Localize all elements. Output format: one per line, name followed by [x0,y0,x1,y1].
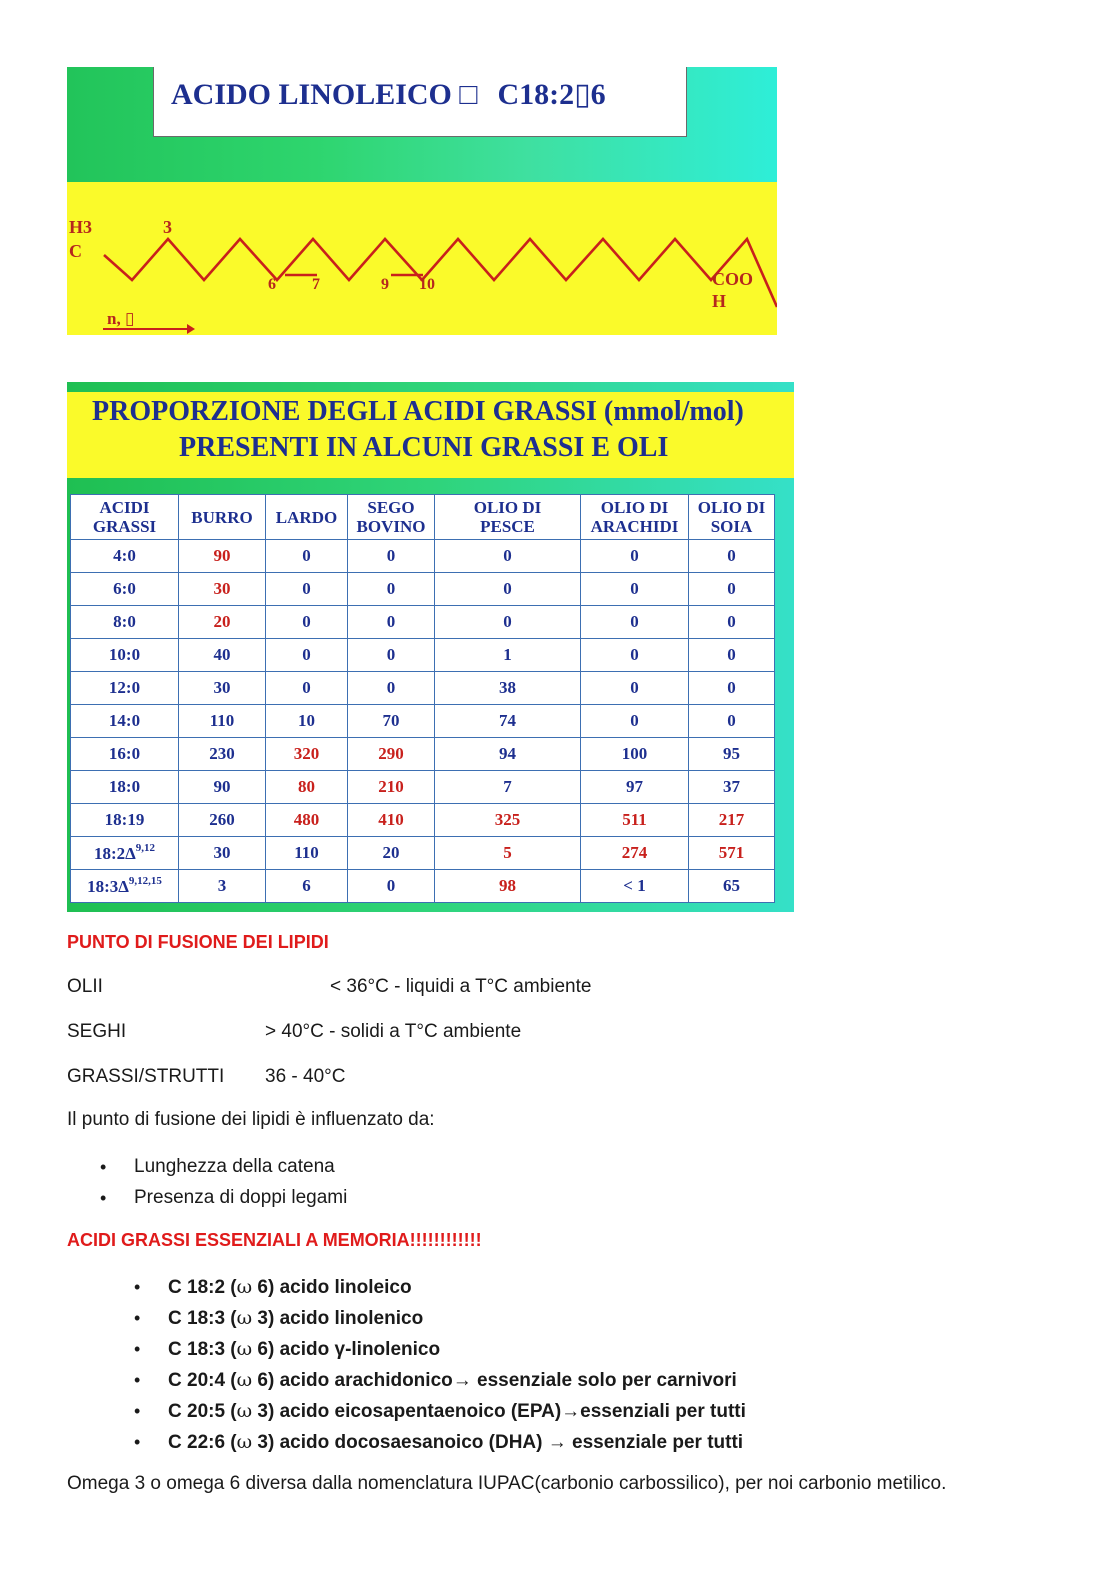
table-row [71,804,775,837]
cell-acid: $18:2\Delta^{9,12}$ [71,837,179,870]
cell-olio-arachidi: 274 [581,837,689,870]
cell-sego-bovino: 0 [348,639,435,672]
header-olio-arachidi: OLIO DI ARACHIDI [581,495,689,540]
cell-olio-soia: 0 [689,606,775,639]
tallow-label: SEGHI [67,1021,127,1042]
cell-lardo: 6 [266,870,348,903]
cell-acid: 12:0 [71,672,179,705]
cell-sego-bovino: 290 [348,738,435,771]
cell-lardo: 10 [266,705,348,738]
cell-sego-bovino: 210 [348,771,435,804]
header-burro: BURRO [179,495,266,540]
cell-acid: 16:0 [71,738,179,771]
cell-burro: 40 [179,639,266,672]
cell-olio-pesce: 94 [435,738,581,771]
label-ch3-h3: H3 [69,217,93,237]
linoleic-acid-figure [67,67,777,335]
list-item: • C 20:5 (ω 3) acido eicosapentaenoico (EPA)→essenziali per tutti [134,1399,746,1430]
list-item: • C 18:2 (ω 6) acido linoleico [134,1275,746,1306]
cell-burro: 30 [179,573,266,606]
cell-olio-arachidi: 0 [581,639,689,672]
cell-olio-pesce: 7 [435,771,581,804]
cell-lardo: 320 [266,738,348,771]
table-title-line1: PROPORZIONE DEGLI ACIDI GRASSI (mmol/mol) [92,396,744,427]
cell-olio-pesce: 5 [435,837,581,870]
cell-lardo: 0 [266,573,348,606]
fats-value: 36 - 40°C [265,1066,346,1087]
cell-olio-soia: 0 [689,573,775,606]
cell-olio-soia: 95 [689,738,775,771]
omega-arrow-head [187,324,195,334]
cell-sego-bovino: 410 [348,804,435,837]
cell-sego-bovino: 0 [348,540,435,573]
header-lardo: LARDO [266,495,348,540]
oils-label: OLII [67,976,103,997]
cell-sego-bovino: 0 [348,573,435,606]
omega-footer-text: Omega 3 o omega 6 diversa dalla nomenclatura IUPAC(carbonio carbossilico), per noi carbonio metilico. [67,1473,947,1494]
label-carbon-7: 7 [312,276,320,293]
cell-burro: 30 [179,672,266,705]
cell-olio-arachidi: 100 [581,738,689,771]
table-row [71,738,775,771]
essential-fatty-acids-list [134,1275,746,1461]
carbon-chain-diagram [67,67,777,335]
list-item: • Lunghezza della catena [100,1155,347,1186]
cell-olio-arachidi: 97 [581,771,689,804]
cell-olio-soia: 0 [689,705,775,738]
carbon-chain [104,239,777,307]
header-olio-pesce: OLIO DI PESCE [435,495,581,540]
table-row [71,639,775,672]
cell-olio-soia: 0 [689,672,775,705]
cell-burro: 20 [179,606,266,639]
label-cooh-coo: COO [712,269,754,289]
cell-olio-arachidi: 511 [581,804,689,837]
cell-olio-soia: 217 [689,804,775,837]
fatty-acid-table-figure [67,382,794,912]
cell-acid: 8:0 [71,606,179,639]
cell-olio-soia: 0 [689,540,775,573]
cell-acid: 18:0 [71,771,179,804]
melting-point-heading: PUNTO DI FUSIONE DEI LIPIDI [67,932,329,952]
melting-factors-list [100,1155,347,1217]
tallow-value: > 40°C - solidi a T°C ambiente [265,1021,522,1042]
cell-acid: $18:3\Delta^{9,12,15}$ [71,870,179,903]
list-item: • C 20:4 (ω 6) acido arachidonico→ essenziale solo per carnivori [134,1368,746,1399]
label-ch3-c: C [69,241,82,261]
cell-olio-soia: 65 [689,870,775,903]
cell-olio-arachidi: < 1 [581,870,689,903]
cell-olio-soia: 37 [689,771,775,804]
cell-sego-bovino: 70 [348,705,435,738]
table-title-line2: PRESENTI IN ALCUNI GRASSI E OLI [179,432,669,463]
cell-acid: 14:0 [71,705,179,738]
cell-olio-arachidi: 0 [581,573,689,606]
label-carbon-10: 10 [419,276,435,293]
label-cooh-h: H [712,291,727,311]
cell-olio-arachidi: 0 [581,540,689,573]
figure-title-name: ACIDO LINOLEICO □ [171,78,478,111]
list-item: • C 18:3 (ω 3) acido linolenico [134,1306,746,1337]
table-row [71,705,775,738]
figure-title-formula: C18:2▯6 [497,78,606,111]
list-item: • Presenza di doppi legami [100,1186,347,1217]
cell-burro: 110 [179,705,266,738]
table-row [71,870,775,903]
cell-olio-pesce: 38 [435,672,581,705]
cell-sego-bovino: 0 [348,606,435,639]
header-sego-bovino: SEGO BOVINO [348,495,435,540]
cell-sego-bovino: 0 [348,672,435,705]
cell-olio-pesce: 1 [435,639,581,672]
cell-olio-pesce: 98 [435,870,581,903]
cell-lardo: 480 [266,804,348,837]
header-acidi-grassi: ACIDI GRASSI [71,495,179,540]
label-carbon-3: 3 [163,217,172,237]
label-carbon-6: 6 [268,276,276,293]
cell-olio-pesce: 325 [435,804,581,837]
essential-fatty-acids-heading: ACIDI GRASSI ESSENZIALI A MEMORIA!!!!!!!!!!!! [67,1230,482,1250]
cell-lardo: 0 [266,672,348,705]
cell-acid: 18:19 [71,804,179,837]
cell-burro: 90 [179,540,266,573]
cell-acid: 4:0 [71,540,179,573]
cell-olio-pesce: 74 [435,705,581,738]
influence-text: Il punto di fusione dei lipidi è influenzato da: [67,1109,435,1130]
header-olio-soia: OLIO DI SOIA [689,495,775,540]
table-row [71,573,775,606]
cell-olio-pesce: 0 [435,606,581,639]
cell-burro: 30 [179,837,266,870]
label-omega-arrow: n, ▯ [107,309,135,328]
cell-olio-arachidi: 0 [581,705,689,738]
cell-burro: 230 [179,738,266,771]
cell-lardo: 0 [266,606,348,639]
table-row [71,771,775,804]
cell-olio-arachidi: 0 [581,672,689,705]
cell-sego-bovino: 20 [348,837,435,870]
cell-olio-soia: 0 [689,639,775,672]
fats-label: GRASSI/STRUTTI [67,1066,225,1087]
cell-olio-arachidi: 0 [581,606,689,639]
cell-olio-soia: 571 [689,837,775,870]
cell-acid: 6:0 [71,573,179,606]
fatty-acid-table [70,494,775,903]
cell-burro: 90 [179,771,266,804]
table-row [71,672,775,705]
cell-acid: 10:0 [71,639,179,672]
oils-value: < 36°C - liquidi a T°C ambiente [330,976,592,997]
cell-burro: 3 [179,870,266,903]
cell-lardo: 80 [266,771,348,804]
label-carbon-9: 9 [381,276,389,293]
table-row [71,837,775,870]
list-item: • C 18:3 (ω 6) acido γ-linolenico [134,1337,746,1368]
cell-lardo: 110 [266,837,348,870]
cell-lardo: 0 [266,639,348,672]
cell-lardo: 0 [266,540,348,573]
table-row [71,540,775,573]
table-header-row [71,495,775,540]
cell-olio-pesce: 0 [435,540,581,573]
cell-olio-pesce: 0 [435,573,581,606]
cell-sego-bovino: 0 [348,870,435,903]
cell-burro: 260 [179,804,266,837]
table-row [71,606,775,639]
list-item: • C 22:6 (ω 3) acido docosaesanoico (DHA) → essenziale per tutti [134,1430,746,1461]
